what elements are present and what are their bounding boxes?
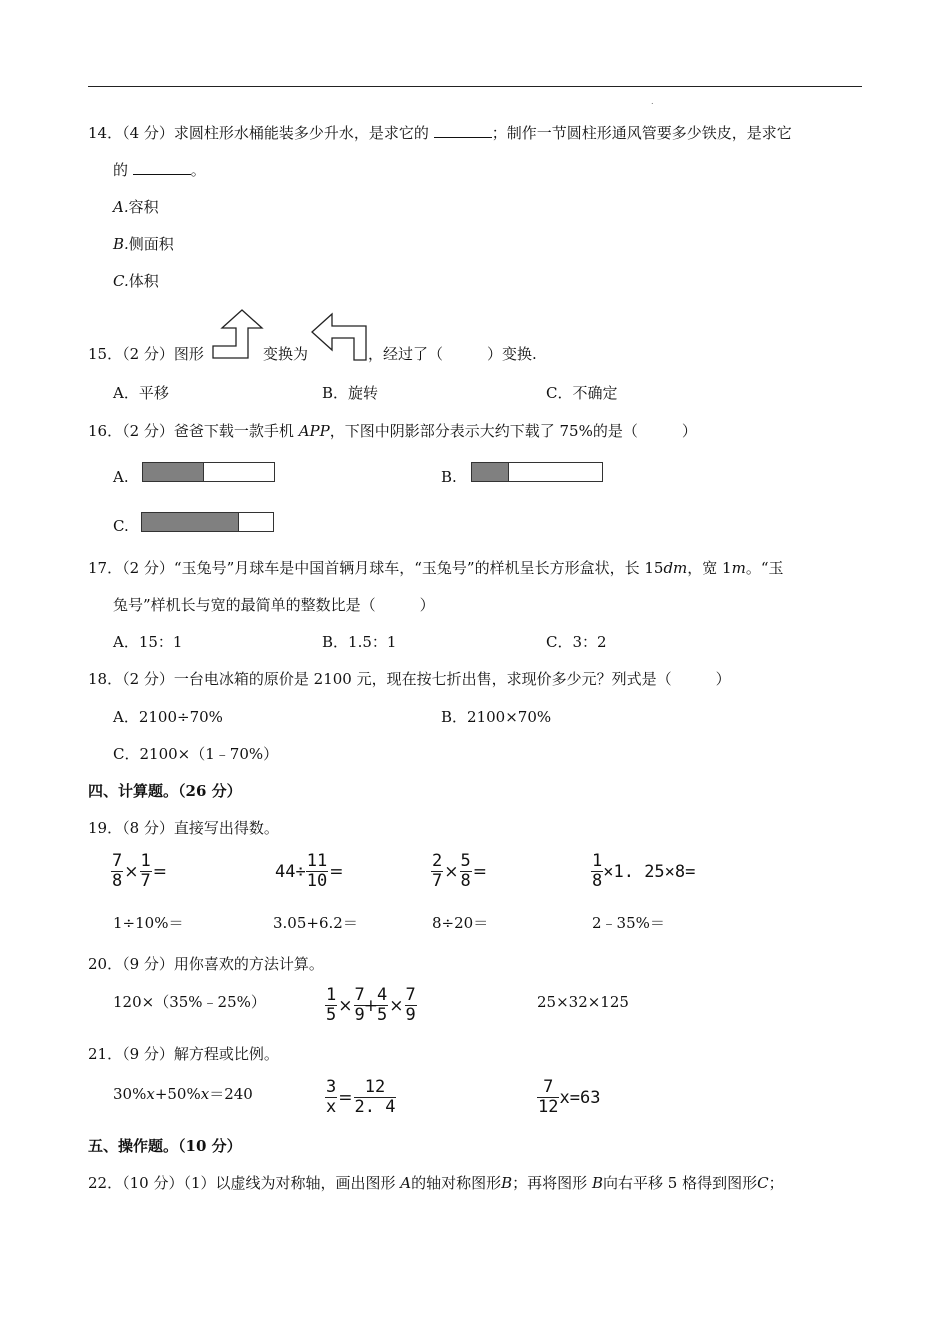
q18-option-b[interactable]: B．2100×70% <box>441 708 552 726</box>
q14-blank-2[interactable] <box>133 160 191 175</box>
header-rule <box>88 86 862 87</box>
q21-line: 21．（9 分）解方程或比例。 <box>88 1045 279 1063</box>
q14-blank-1[interactable] <box>434 123 492 138</box>
q16-option-b-label[interactable]: B. <box>441 468 457 486</box>
q18-option-a[interactable]: A．2100÷70% <box>113 708 223 726</box>
q18-line: 18．（2 分）一台电冰箱的原价是 2100 元，现在按七折出售，求现价多少元？列式是（ ） <box>88 670 731 688</box>
q16-option-b-fill <box>472 463 509 481</box>
q16-option-c-bar[interactable] <box>141 512 274 532</box>
q17-line1: 17．（2 分）“玉兔号”月球车是中国首辆月球车，“玉兔号”的样机呈长方形盒状，长 15dm，宽 1m。“玉 <box>88 559 784 577</box>
left-arrow-shape-icon <box>310 308 370 362</box>
q15-mid: 变换为 <box>263 345 309 363</box>
q15-line: 15．（2 分）图形 <box>88 345 204 363</box>
q14-option-c[interactable]: C.体积 <box>113 272 159 290</box>
q19-expr-3: $\frac{2}{7}$ × $\frac{5}{8}$ = <box>432 851 487 891</box>
q16-option-c-label[interactable]: C. <box>113 517 129 535</box>
q16-option-c-fill <box>142 513 239 531</box>
q16-option-a-fill <box>143 463 204 481</box>
q21-expr-3: $\frac{7}{12}$ x=63 <box>538 1077 601 1117</box>
q16-option-b-bar[interactable] <box>471 462 603 482</box>
q19-row2-3: 8÷20＝ <box>432 914 489 932</box>
q17-option-a[interactable]: A．15：1 <box>113 633 183 651</box>
section-5-heading: 五、操作题。（10 分） <box>88 1137 242 1155</box>
q19-row2-1: 1÷10%＝ <box>113 914 184 932</box>
q21-expr-1: 30%x+50%x＝240 <box>113 1085 253 1103</box>
up-arrow-shape-icon <box>210 308 266 360</box>
q16-option-a-bar[interactable] <box>142 462 275 482</box>
q19-row2-2: 3.05+6.2＝ <box>273 914 358 932</box>
q22-line: 22．（10 分）（1）以虚线为对称轴，画出图形 A的轴对称图形B；再将图形 B向右平移 5 格得到图形C； <box>88 1174 784 1192</box>
q14-option-a[interactable]: A.容积 <box>113 198 159 216</box>
q19-line: 19．（8 分）直接写出得数。 <box>88 819 279 837</box>
q19-row2-4: 2﹣35%＝ <box>592 914 665 932</box>
q19-expr-4: $\frac{1}{8}$ ×1. 25×8= <box>592 851 696 891</box>
q19-expr-1: $\frac{7}{8}$ × $\frac{1}{7}$ = <box>112 851 167 891</box>
section-4-heading: 四、计算题。（26 分） <box>88 782 242 800</box>
q17-line2: 兔号”样机长与宽的最简单的整数比是（ ） <box>113 596 435 614</box>
q15-tail: ，经过了（ ）变换. <box>368 345 537 363</box>
q16-line: 16．（2 分）爸爸下载一款手机 APP，下图中阴影部分表示大约下载了 75%的是（ ） <box>88 422 697 440</box>
q15-option-b[interactable]: B．旋转 <box>322 384 379 402</box>
q19-expr-2: 44÷ $\frac{11}{10}$ = <box>275 851 344 891</box>
q20-line: 20．（9 分）用你喜欢的方法计算。 <box>88 955 324 973</box>
q18-option-c[interactable]: C．2100×（1﹣70%） <box>113 745 279 763</box>
q15-option-a[interactable]: A．平移 <box>113 384 169 402</box>
q20-expr-3: 25×32×125 <box>537 993 629 1011</box>
q21-expr-2: $\frac{3}{x}$ = $\frac{12}{2. 4}$ <box>326 1077 396 1117</box>
q17-option-c[interactable]: C．3：2 <box>546 633 607 651</box>
q14-line2: 的 。 <box>113 161 206 179</box>
q14-option-b[interactable]: B.侧面积 <box>113 235 174 253</box>
q17-option-b[interactable]: B．1.5：1 <box>322 633 397 651</box>
header-dot: . <box>651 97 654 106</box>
q15-option-c[interactable]: C．不确定 <box>546 384 618 402</box>
q16-option-a-label[interactable]: A. <box>113 468 129 486</box>
q14-line1: 14．（4 分）求圆柱形水桶能装多少升水，是求它的 ；制作一节圆柱形通风管要多少铁皮，是求它 <box>88 124 792 142</box>
q20-expr-1: 120×（35%﹣25%） <box>113 993 266 1011</box>
q20-expr-2: $\frac{1}{5}$ × $\frac{7}{9}$ + $\frac{4}{5}$ × $\frac{7}{9}$ <box>326 985 416 1025</box>
